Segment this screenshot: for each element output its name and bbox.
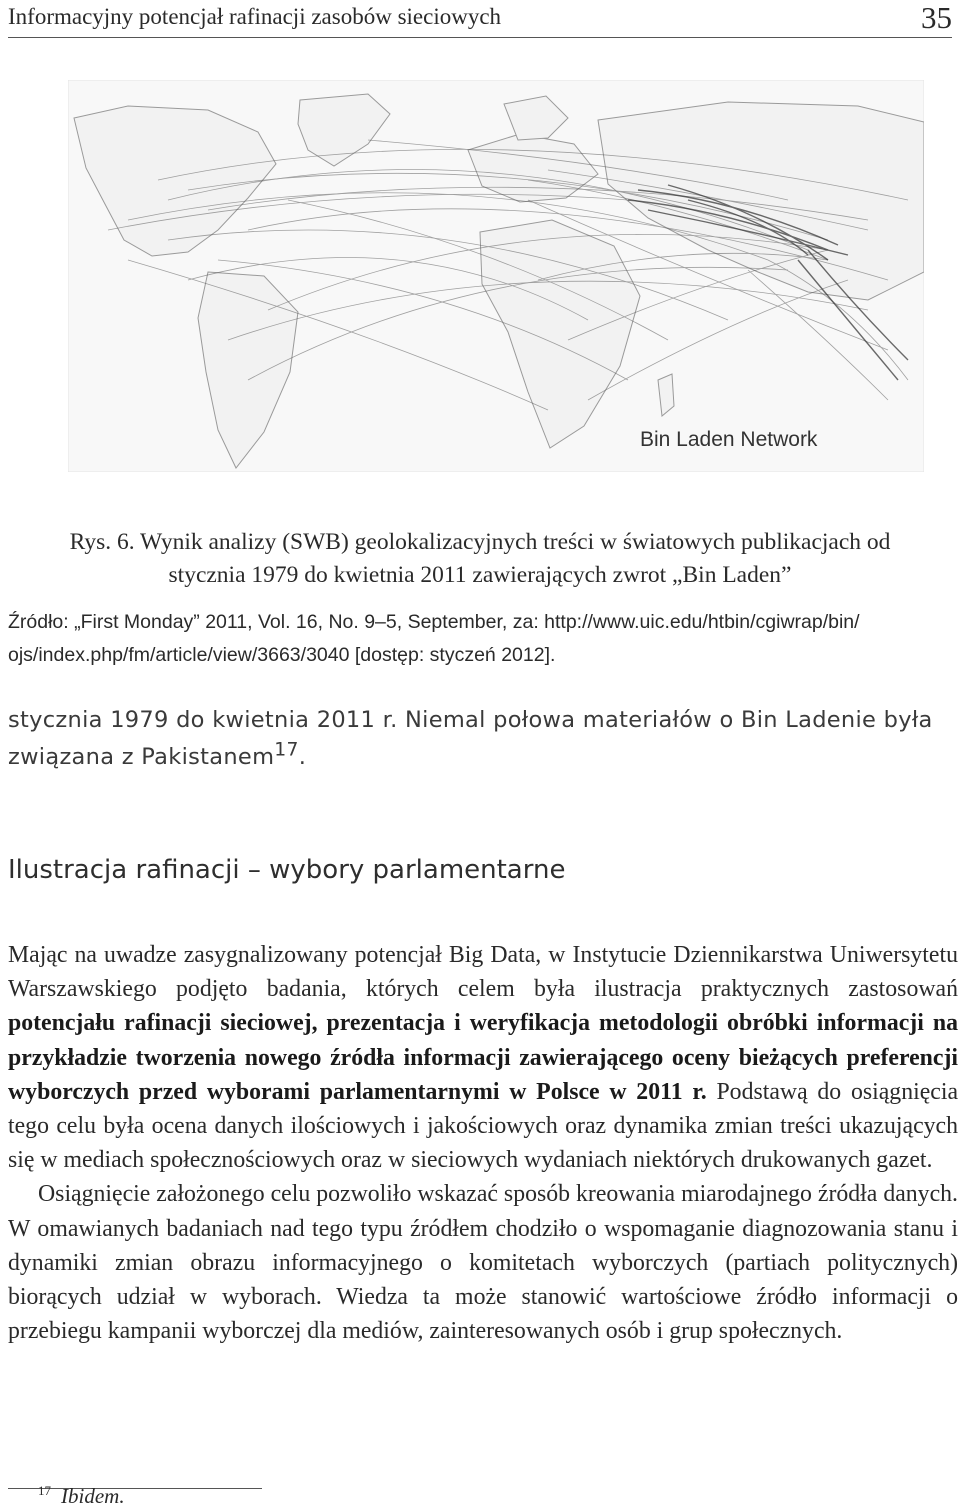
- footnote-text: Ibidem.: [61, 1484, 125, 1508]
- footnote-number: 17: [38, 1483, 51, 1498]
- carry-over-period: .: [298, 744, 307, 770]
- figure-caption: [40, 526, 920, 592]
- source-line: ojs/index.php/fm/article/view/3663/3040 [dostęp: styczeń 2012].: [8, 644, 556, 666]
- section-heading: Ilustracja rafinacji – wybory parlamentarne: [8, 855, 566, 885]
- source-line: Źródło: „First Monday” 2011, Vol. 16, No. 9–5, September, za: http://www.uic.edu/htbin/cgiwrap/bin/: [8, 611, 860, 633]
- footnote: [38, 1484, 125, 1509]
- carry-over-paragraph: [8, 702, 958, 776]
- figure-network-map: [68, 80, 924, 472]
- carry-over-text: związana z Pakistanem: [8, 744, 275, 770]
- figure-source-note: [8, 606, 958, 672]
- body-paragraph-1: [8, 938, 958, 1177]
- caption-line: Rys. 6. Wynik analizy (SWB) geolokalizacyjnych treści w światowych publikacjach od: [69, 529, 891, 555]
- carry-over-line: stycznia 1979 do kwietnia 2011 r. Niemal połowa materiałów o Bin Ladenie była: [8, 707, 933, 733]
- running-title: Informacyjny potencjał rafinacji zasobów sieciowych: [8, 4, 502, 29]
- network-map-image: [68, 80, 924, 472]
- paragraph-emphasis: potencjału rafinacji sieciowej, prezentacja i weryfikacja metodologii obróbki informacji na przykładzie tworzenia nowego źródła informacji zawierającego oceny bieżących preferencji wyborczych przed wyborami parlamentarnymi w Polsce w 2011 r.: [8, 1010, 958, 1105]
- footnote-reference: 17: [274, 739, 299, 761]
- running-header: [8, 0, 952, 40]
- paragraph-tail: Podstawą do osiągnięcia tego celu była ocena danych ilościowych i jakościowych oraz dynamika zmian treści ukazujących się w mediach społecznościowych oraz w sieciowych wydaniach niektórych drukowanych gazet.: [8, 1078, 959, 1174]
- paragraph-lead: Mając na uwadze zasygnalizowany potencjał Big Data, w Instytucie Dziennikarstwa Uniwersytetu Warszawskiego podjęto badania, których celem była ilustracja praktycznych zastosowań: [8, 942, 958, 1003]
- header-rule: [8, 37, 952, 38]
- caption-line: stycznia 1979 do kwietnia 2011 zawierających zwrot „Bin Laden”: [168, 562, 792, 588]
- map-label: Bin Laden Network: [640, 428, 818, 451]
- body-paragraph-2: Osiągnięcie założonego celu pozwoliło wskazać sposób kreowania miarodajnego źródła danych. W omawianych badaniach nad tego typu źródłem chodziło o wspomaganie diagnozowania stanu i dynamiki zmian obrazu informacyjnego o komitetach wyborczych (partiach politycznych) biorących udział w wyborach. Wiedza ta może stanowić wartościowe źródło informacji o przebiegu kampanii wyborczej dla mediów, zainteresowanych osób i grup społecznych.: [8, 1181, 958, 1345]
- carry-over-line: [8, 739, 958, 776]
- page-number: 35: [921, 0, 952, 35]
- body-text: [8, 938, 958, 1348]
